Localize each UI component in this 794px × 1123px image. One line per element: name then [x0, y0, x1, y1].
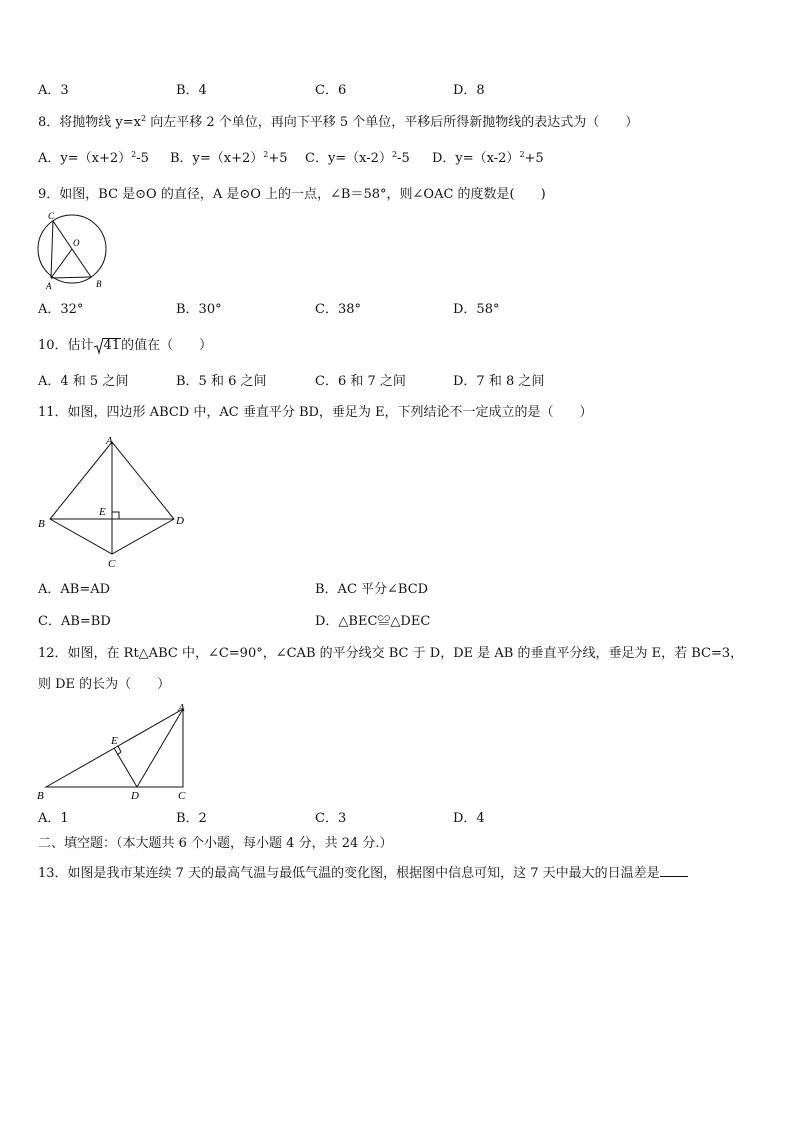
q8-option-c-base: C．y=（x-2）: [305, 151, 392, 166]
q9-circle-figure: [34, 208, 114, 294]
q11-right-angle-mark: [112, 512, 119, 519]
q8-option-b: [170, 151, 288, 167]
q12-label-c: C: [178, 790, 186, 802]
q11-label-b: B: [38, 518, 45, 530]
q11-label-a: A: [106, 435, 113, 447]
q9-label-c: C: [48, 211, 55, 221]
q9-stem: 9．如图，BC 是⊙O 的直径，A 是⊙O 上的一点，∠B＝58°，则∠OAC 的度数是( ): [38, 187, 546, 202]
q8-option-d-base: D．y=（x-2）: [432, 151, 520, 166]
q12-triangle-figure: [34, 698, 204, 804]
q13-stem-text: 13．如图是我市某连续 7 天的最高气温与最低气温的变化图，根据图中信息可知，这 7 天中最大的日温差是: [38, 866, 660, 881]
q13-answer-blank[interactable]: [660, 864, 688, 877]
q12-stem-line2: 则 DE 的长为（ ）: [38, 677, 171, 692]
q10-option-d: D．7 和 8 之间: [453, 374, 545, 389]
q13-stem: [38, 864, 688, 882]
q9-label-o: O: [73, 238, 80, 248]
q8-option-c: [305, 151, 410, 167]
q10-stem-part2: 的值在（ ）: [121, 338, 213, 353]
q9-label-a: A: [46, 281, 52, 291]
q8-option-c-exp: 2: [391, 150, 398, 159]
q8-option-a-base: A．y=（x+2）: [38, 151, 132, 166]
q9-option-a: A．32°: [38, 302, 84, 317]
q12-stem-line1: 12．如图，在 Rt△ABC 中，∠C=90°，∠CAB 的平分线交 BC 于 D，DE 是 AB 的垂直平分线，垂足为 E，若 BC=3，: [38, 646, 744, 661]
q8-option-d: [432, 151, 544, 167]
q8-option-b-base: B．y=（x+2）: [170, 151, 264, 166]
q8-option-a: [38, 151, 149, 167]
q12-option-a: A．1: [38, 811, 69, 826]
q12-segment-ad: [137, 709, 183, 787]
q7-option-b: B．4: [176, 83, 207, 98]
section2-heading: 二、填空题：（本大题共 6 个小题，每小题 4 分，共 24 分.）: [38, 836, 393, 851]
q9-radius-oa: [51, 249, 72, 278]
q11-option-a: A．AB=AD: [38, 582, 111, 597]
q10-stem-part1: 10．估计: [38, 338, 94, 353]
q11-option-b: B．AC 平分∠BCD: [315, 582, 429, 597]
q8-option-d-exp: 2: [519, 150, 525, 159]
q10-option-b: B．5 和 6 之间: [176, 374, 267, 389]
q11-stem: 11．如图，四边形 ABCD 中，AC 垂直平分 BD，垂足为 E，下列结论不一定成立的是（ ）: [38, 405, 593, 420]
q12-label-e: E: [111, 735, 118, 747]
q7-option-a: A．3: [38, 83, 69, 98]
q8-stem-part1: 8．将抛物线 y=x: [38, 115, 141, 130]
q9-label-b: B: [96, 279, 102, 289]
q10-option-a: A．4 和 5 之间: [38, 374, 129, 389]
q9-chord-ab: [51, 277, 91, 278]
q8-stem-part2: 向左平移 2 个单位，再向下平移 5 个单位，平移后所得新抛物线的表达式为（ ）: [146, 115, 639, 130]
q11-label-c: C: [108, 558, 116, 570]
q8-stem: [38, 115, 638, 131]
q9-chord-ca: [51, 221, 53, 278]
q12-option-b: B．2: [176, 811, 207, 826]
q8-option-d-tail: +5: [524, 151, 544, 166]
q10-sqrt: [94, 338, 122, 354]
q7-option-c: C．6: [315, 83, 347, 98]
q12-segment-de: [114, 748, 137, 787]
q8-option-a-exp: 2: [131, 150, 137, 159]
q9-option-c: C．38°: [315, 302, 361, 317]
q8-option-b-exp: 2: [263, 150, 269, 159]
q7-option-d: D．8: [453, 83, 485, 98]
q8-stem-exponent: 2: [140, 114, 147, 123]
q10-stem: [38, 338, 212, 354]
q12-option-d: D．4: [453, 811, 485, 826]
q8-option-b-tail: +5: [268, 151, 288, 166]
q9-option-d: D．58°: [453, 302, 500, 317]
q10-radical-sign: [94, 338, 104, 354]
q12-label-d: D: [131, 790, 139, 802]
q8-option-c-tail: -5: [397, 151, 410, 166]
q12-option-c: C．3: [315, 811, 347, 826]
q10-option-c: C．6 和 7 之间: [315, 374, 406, 389]
q12-label-b: B: [37, 790, 44, 802]
q9-option-b: B．30°: [176, 302, 222, 317]
q10-radicand: 41: [103, 338, 121, 353]
q11-quadrilateral-figure: [34, 432, 194, 570]
q11-option-d: D．△BEC≌△DEC: [315, 614, 431, 629]
q12-label-a: A: [178, 702, 185, 714]
q11-label-e: E: [99, 506, 106, 518]
q11-label-d: D: [176, 515, 184, 527]
q8-option-a-tail: -5: [136, 151, 149, 166]
q11-option-c: C．AB=BD: [38, 614, 111, 629]
